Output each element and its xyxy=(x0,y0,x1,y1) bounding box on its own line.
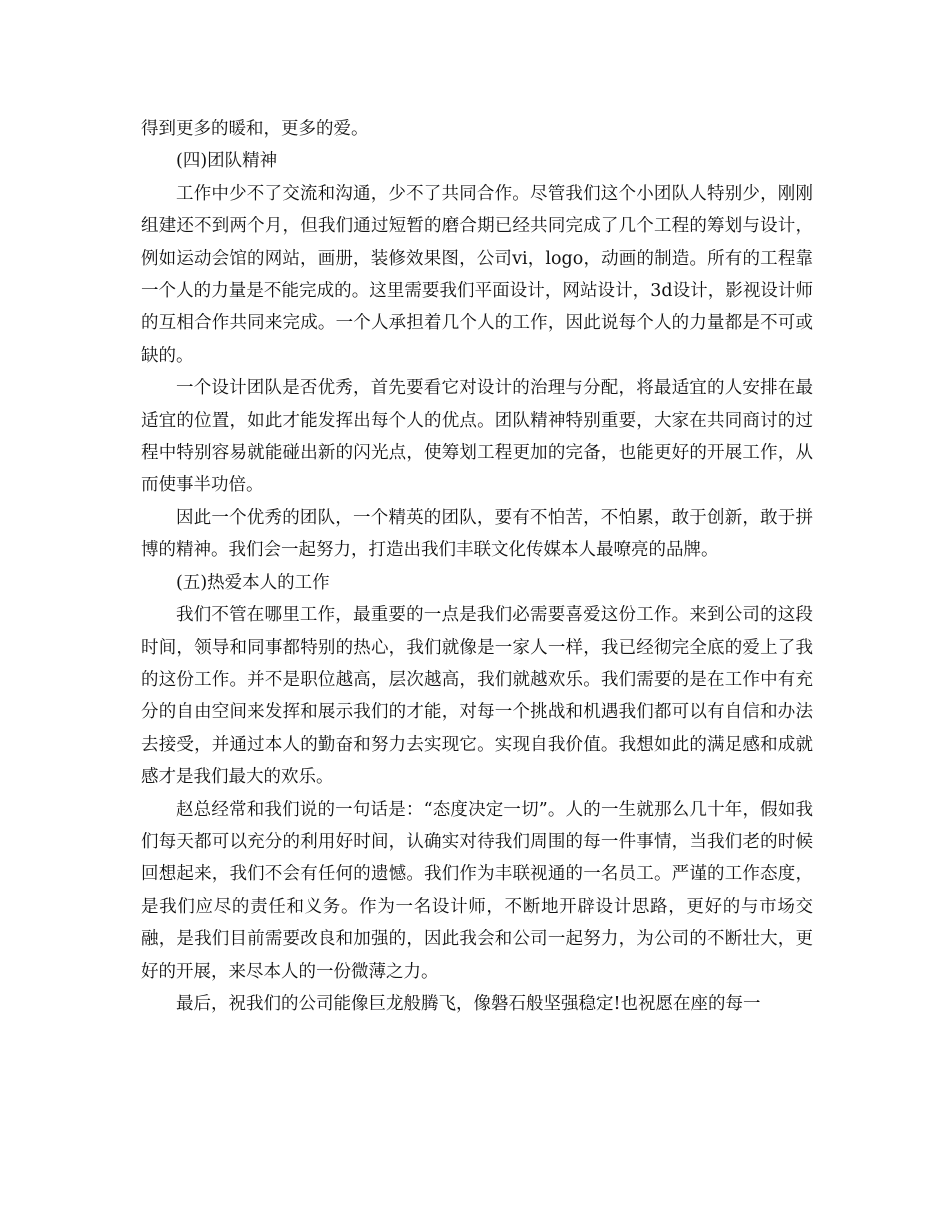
paragraph: 赵总经常和我们说的一句话是：“态度决定一切”。人的一生就那么几十年，假如我们每天都可以充分的利用好时间，认确实对待我们周围的每一件事情，当我们老的时候回想起来，我们不会有任何的遗憾。我们作为丰联视通的一名员工。严谨的工作态度，是我们应尽的责任和义务。作为一名设计师，不断地开辟设计思路，更好的与市场交融，是我们目前需要改良和加强的，因此我会和公司一起努力，为公司的不断壮大，更好的开展，来尽本人的一份微薄之力。 xyxy=(141,799,813,982)
section-heading-love-work: (五)热爱本人的工作 xyxy=(176,572,330,593)
paragraph: 一个设计团队是否优秀，首先要看它对设计的治理与分配，将最适宜的人安排在最适宜的位置，如此才能发挥出每个人的优点。团队精神特别重要，大家在共同商讨的过程中特别容易就能碰出新的闪光点，使筹划工程更加的完备，也能更好的开展工作，从而使事半功倍。 xyxy=(141,378,813,496)
paragraph-continuation: 得到更多的暖和，更多的爱。 xyxy=(141,119,369,139)
paragraph: 因此一个优秀的团队，一个精英的团队，要有不怕苦，不怕累，敢于创新，敢于拼博的精神。我们会一起努力，打造出我们丰联文化传媒本人最嘹亮的品牌。 xyxy=(141,507,813,561)
document-body xyxy=(141,113,813,1020)
paragraph: 最后，祝我们的公司能像巨龙般腾飞，像磐石般坚强稳定!也祝愿在座的每一 xyxy=(176,993,761,1014)
section-heading-team-spirit: (四)团队精神 xyxy=(176,151,278,172)
paragraph: 我们不管在哪里工作，最重要的一点是我们必需要喜爱这份工作。来到公司的这段时间，领导和同事都特别的热心，我们就像是一家人一样，我已经彻完全底的爱上了我的这份工作。并不是职位越高，层次越高，我们就越欢乐。我们需要的是在工作中有充分的自由空间来发挥和展示我们的才能，对每一个挑战和机遇我们都可以有自信和办法去接受，并通过本人的勤奋和努力去实现它。实现自我价值。我想如此的满足感和成就感才是我们最大的欢乐。 xyxy=(141,605,813,788)
paragraph: 工作中少不了交流和沟通，少不了共同合作。尽管我们这个小团队人特别少，刚刚组建还不到两个月，但我们通过短暂的磨合期已经共同完成了几个工程的筹划与设计，例如运动会馆的网站，画册，装修效果图，公司vi，logo，动画的制造。所有的工程靠一个人的力量是不能完成的。这里需要我们平面设计，网站设计，3d设计，影视设计师的互相合作共同来完成。一个人承担着几个人的工作，因此说每个人的力量都是不可或缺的。 xyxy=(141,183,813,366)
